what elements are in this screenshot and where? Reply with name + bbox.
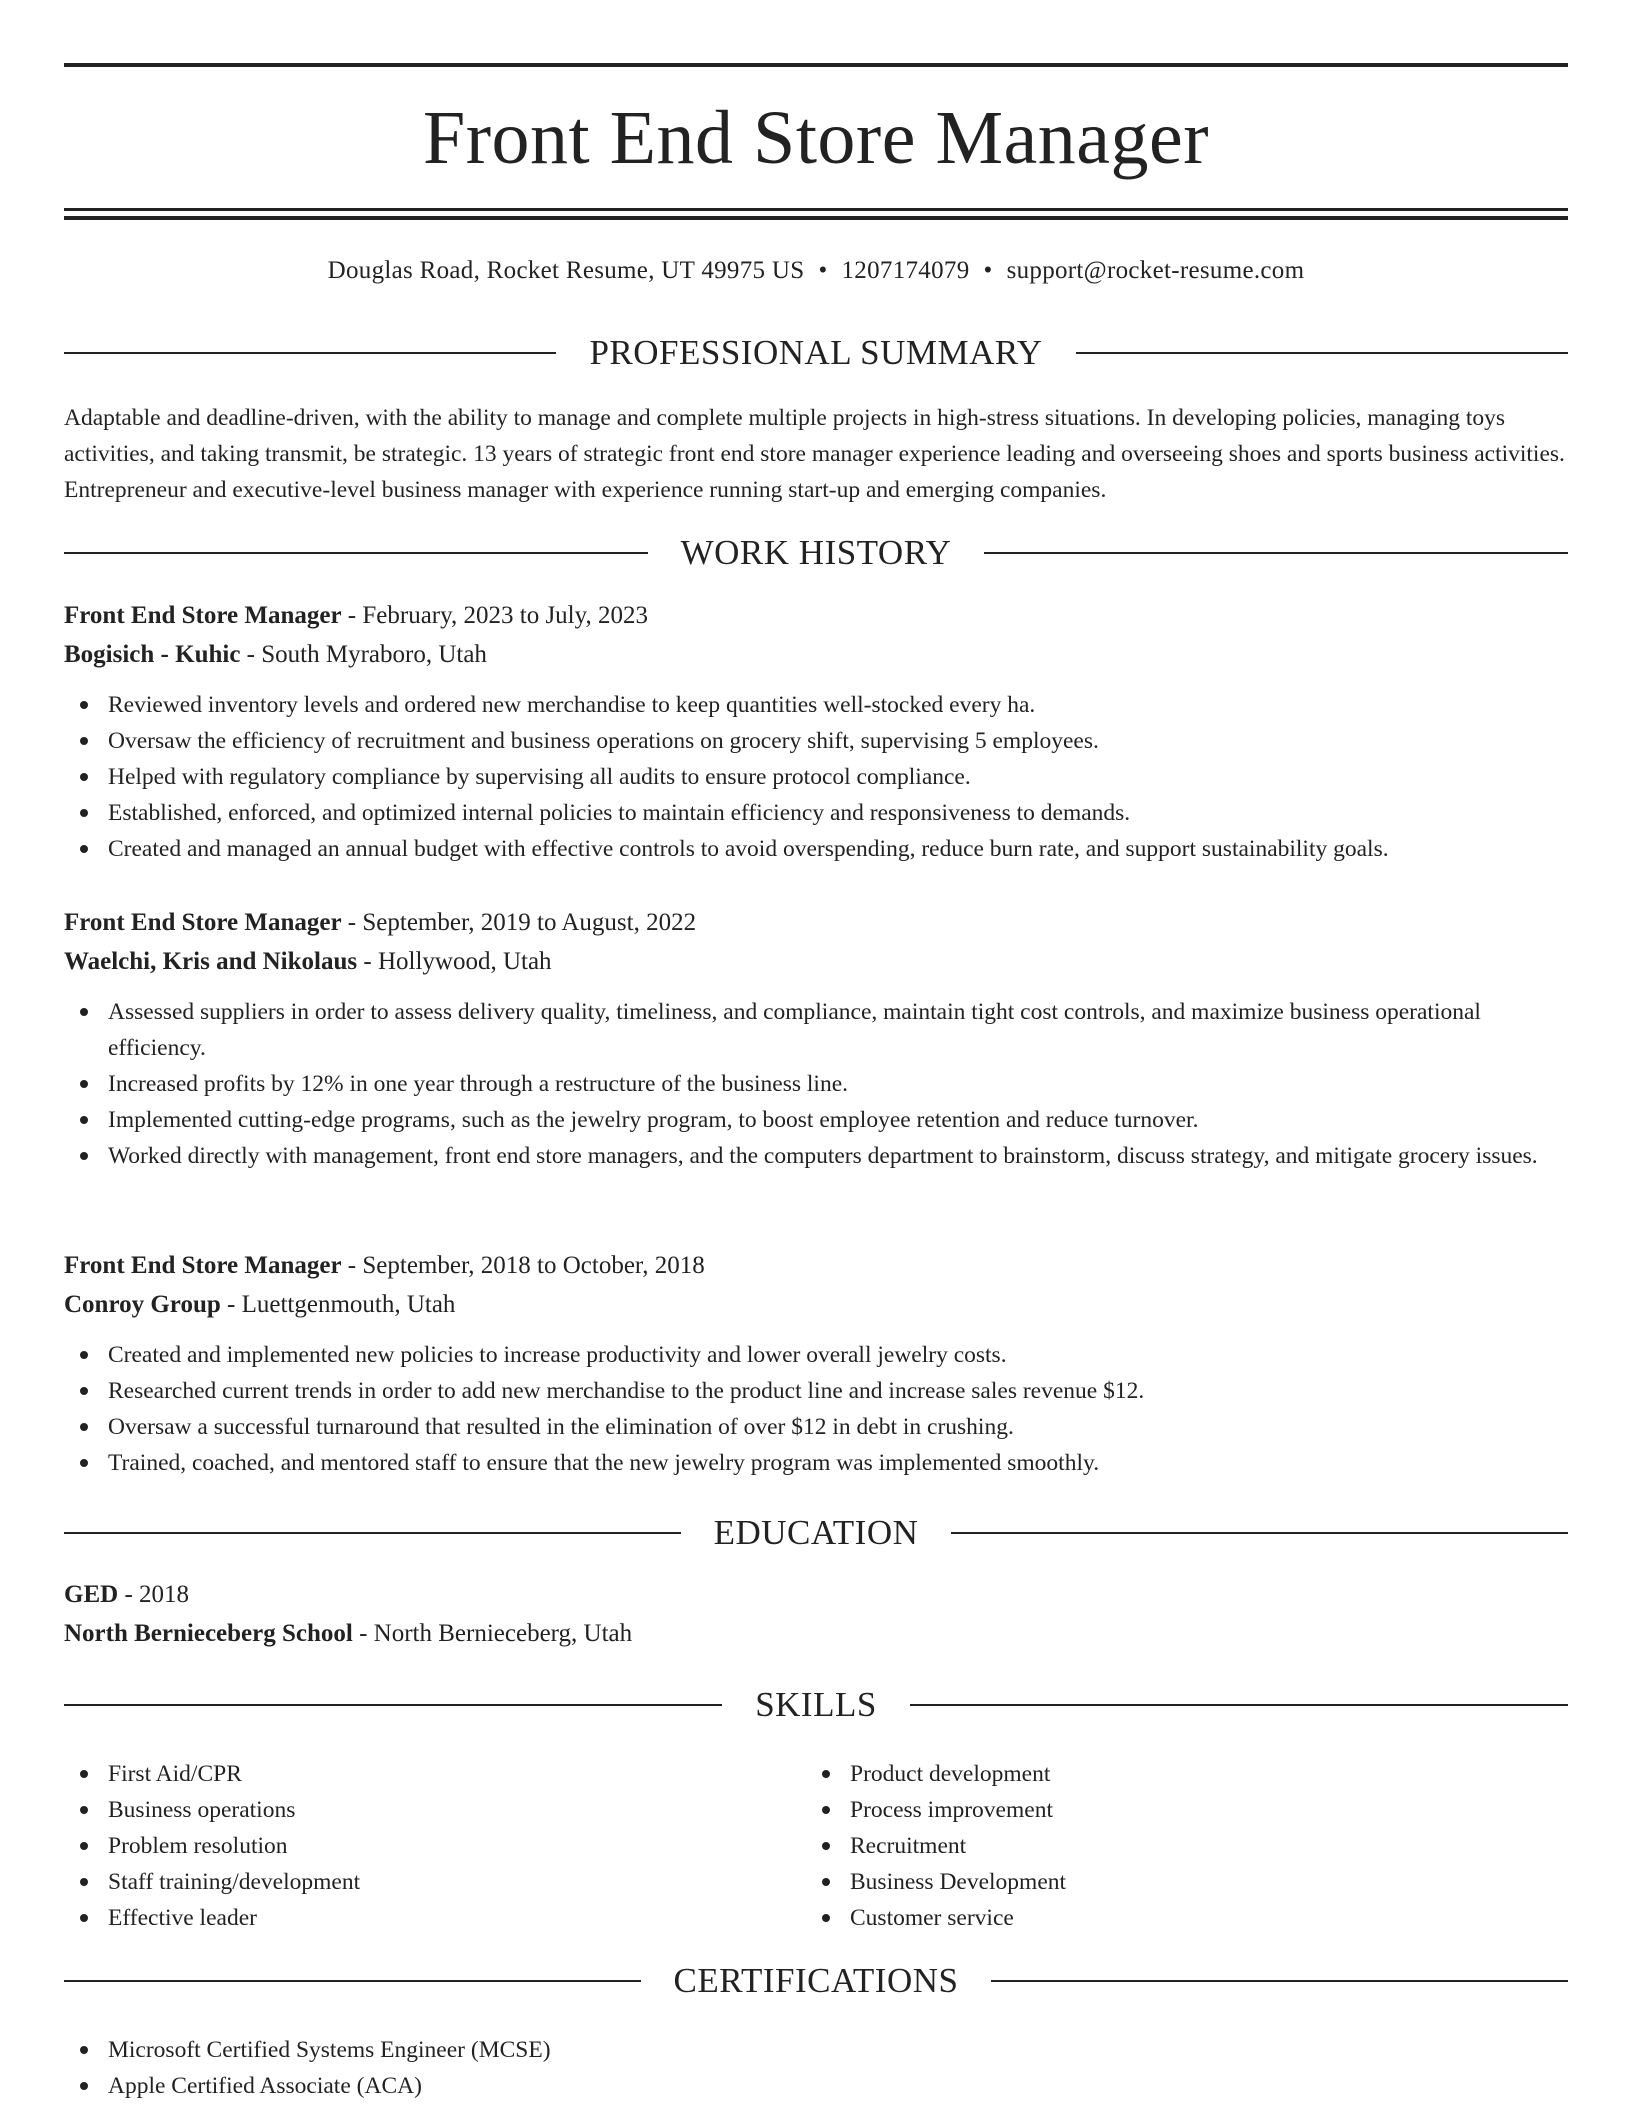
list-item: Apple Certified Associate (ACA): [64, 2068, 1568, 2104]
list-item: Recruitment: [806, 1828, 1506, 1864]
list-item: Created and managed an annual budget with effective controls to avoid overspending, reduce burn rate, and support sustainability goals.: [64, 831, 1568, 867]
list-item: Established, enforced, and optimized internal policies to maintain efficiency and responsiveness to demands.: [64, 795, 1568, 831]
job-location: - South Myraboro, Utah: [240, 641, 487, 668]
section-title: CERTIFICATIONS: [673, 1961, 959, 2000]
job-title-line: [64, 596, 1568, 635]
page-title: Front End Store Manager: [422, 96, 1210, 180]
list-item: First Aid/CPR: [64, 1756, 764, 1792]
section-title: EDUCATION: [713, 1513, 919, 1552]
list-item: Oversaw the efficiency of recruitment and business operations on grocery shift, supervising 5 employees.: [64, 723, 1568, 759]
list-item: Researched current trends in order to add new merchandise to the product line and increase sales revenue $12.: [64, 1373, 1568, 1409]
section-rule: [984, 552, 1568, 554]
skills-list: [64, 1756, 764, 1936]
section-heading-certifications: [64, 1959, 1568, 2003]
list-item: Microsoft Certified Systems Engineer (MCSE): [64, 2032, 1568, 2068]
job-location: - Luettgenmouth, Utah: [220, 1291, 456, 1318]
job-company: Bogisich - Kuhic: [64, 641, 241, 668]
list-item: Process improvement: [806, 1792, 1506, 1828]
job-title-line: [64, 903, 1568, 942]
skills-column-left: [64, 1756, 764, 1936]
list-item: Problem resolution: [64, 1828, 764, 1864]
contact-email[interactable]: support@rocket-resume.com: [1006, 257, 1305, 284]
list-item: Business Development: [806, 1864, 1506, 1900]
job-company-line: [64, 635, 1568, 674]
section-heading-education: [64, 1511, 1568, 1555]
skills-list: [806, 1756, 1506, 1936]
job-entry: [64, 1246, 1568, 1481]
contact-line: [64, 254, 1568, 288]
list-item: Increased profits by 12% in one year through a restructure of the business line.: [64, 1066, 1568, 1102]
education-school: North Bernieceberg School: [64, 1620, 353, 1647]
section-rule: [64, 1980, 641, 1982]
job-bullets: [64, 1337, 1568, 1481]
section-heading-work-history: [64, 531, 1568, 575]
job-location: - Hollywood, Utah: [357, 948, 552, 975]
contact-address: Douglas Road, Rocket Resume, UT 49975 US: [327, 257, 805, 284]
education-degree-line: [64, 1575, 1568, 1614]
header-bottom-rule-second: [64, 216, 1568, 220]
section-rule: [64, 1532, 681, 1534]
job-entry: [64, 596, 1568, 867]
section-rule: [910, 1704, 1568, 1706]
summary-text: Adaptable and deadline-driven, with the ability to manage and complete multiple projects in high-stress situations. In developing policies, managing toys activities, and taking transmit, be strategic. 13 years of strategic front end store manager experience leading and overseeing shoes and sports business activities. Entrepreneur and executive-level business manager with experience running start-up and emerging companies.: [64, 405, 1565, 503]
header-bottom-rule: [64, 208, 1568, 211]
list-item: Customer service: [806, 1900, 1506, 1936]
job-title-line: [64, 1246, 1568, 1285]
list-item: Oversaw a successful turnaround that resulted in the elimination of over $12 in debt in crushing.: [64, 1409, 1568, 1445]
section-title: SKILLS: [755, 1685, 877, 1724]
job-title: Front End Store Manager: [64, 1252, 342, 1279]
job-dates: - February, 2023 to July, 2023: [341, 602, 648, 629]
job-title: Front End Store Manager: [64, 909, 342, 936]
list-item: Business operations: [64, 1792, 764, 1828]
section-rule: [64, 352, 556, 354]
job-dates: - September, 2019 to August, 2022: [341, 909, 697, 936]
job-company: Waelchi, Kris and Nikolaus: [64, 948, 358, 975]
list-item: Implemented cutting-edge programs, such as the jewelry program, to boost employee retention and reduce turnover.: [64, 1102, 1568, 1138]
section-title: WORK HISTORY: [680, 533, 952, 572]
job-title: Front End Store Manager: [64, 602, 342, 629]
section-rule: [951, 1532, 1568, 1534]
list-item: Effective leader: [64, 1900, 764, 1936]
section-rule: [1076, 352, 1568, 354]
list-item: Assessed suppliers in order to assess delivery quality, timeliness, and compliance, maintain tight cost controls, and maximize business operational efficiency.: [64, 994, 1568, 1066]
job-company-line: [64, 1285, 1568, 1324]
contact-separator: •: [818, 257, 828, 284]
section-heading-skills: [64, 1683, 1568, 1727]
list-item: Worked directly with management, front end store managers, and the computers department to brainstorm, discuss strategy, and mitigate grocery issues.: [64, 1138, 1568, 1174]
contact-phone: 1207174079: [841, 257, 970, 284]
header-top-rule: [64, 63, 1568, 67]
section-title: PROFESSIONAL SUMMARY: [589, 333, 1043, 372]
job-dates: - September, 2018 to October, 2018: [341, 1252, 705, 1279]
list-item: Trained, coached, and mentored staff to ensure that the new jewelry program was implemented smoothly.: [64, 1445, 1568, 1481]
section-rule: [991, 1980, 1568, 1982]
job-bullets: [64, 994, 1568, 1174]
education-entry: [64, 1575, 1568, 1653]
job-company: Conroy Group: [64, 1291, 221, 1318]
list-item: Helped with regulatory compliance by supervising all audits to ensure protocol compliance.: [64, 759, 1568, 795]
education-school-line: [64, 1614, 1568, 1653]
certifications-entry: [64, 2032, 1568, 2104]
section-rule: [64, 552, 648, 554]
contact-separator: •: [983, 257, 993, 284]
education-year: - 2018: [118, 1581, 190, 1608]
certifications-list: [64, 2032, 1568, 2104]
section-rule: [64, 1704, 722, 1706]
job-entry: [64, 903, 1568, 1174]
skills-column-right: [806, 1756, 1506, 1936]
list-item: Created and implemented new policies to increase productivity and lower overall jewelry costs.: [64, 1337, 1568, 1373]
list-item: Reviewed inventory levels and ordered new merchandise to keep quantities well-stocked every ha.: [64, 687, 1568, 723]
job-company-line: [64, 942, 1568, 981]
education-location: - North Bernieceberg, Utah: [352, 1620, 633, 1647]
list-item: Staff training/development: [64, 1864, 764, 1900]
education-degree: GED: [64, 1581, 119, 1608]
job-bullets: [64, 687, 1568, 867]
section-heading-summary: [64, 331, 1568, 375]
list-item: Product development: [806, 1756, 1506, 1792]
